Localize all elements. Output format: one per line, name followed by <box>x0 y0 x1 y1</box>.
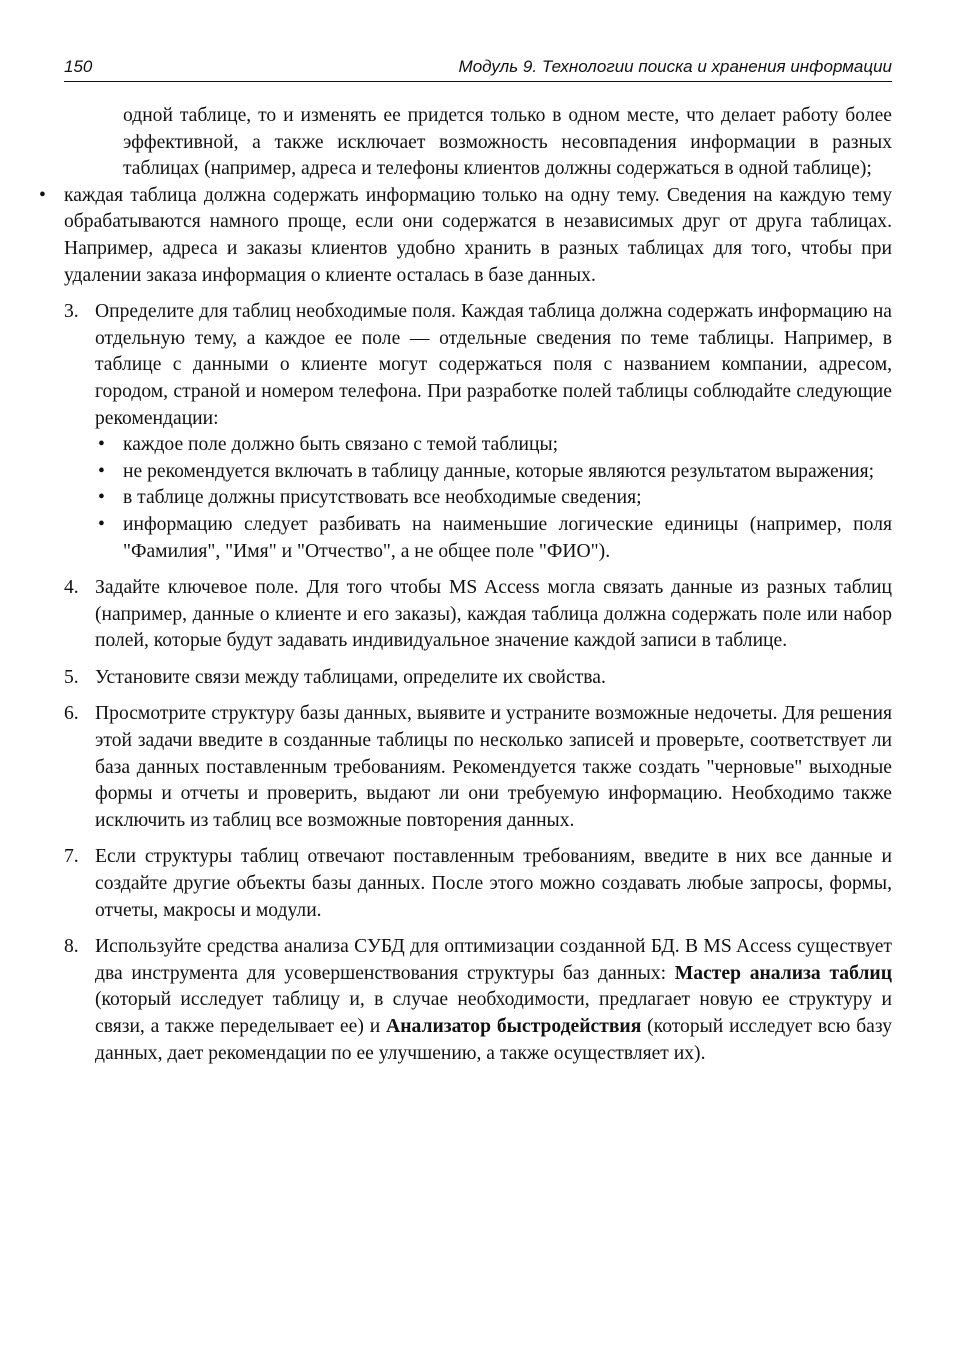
list-item <box>98 512 892 565</box>
numbered-item-3 <box>64 299 892 565</box>
item-number: 5. <box>64 666 79 688</box>
bold-term-table-analyzer: Мастер анализа таблиц <box>674 962 892 984</box>
page-number: 150 <box>64 57 93 76</box>
item-text: Определите для таблиц необходимые поля. Каждая таблица должна содержать информацию на отдельную тему, а каждое ее поле — отдельные сведения по теме таблицы. Например, в таблице с данными о клиенте могут содержаться поля с названием компании, адресом, городом, страной и номером телефона. При разработке полей таблицы соблюдайте следующие рекомендации: <box>95 301 892 429</box>
item-number: 4. <box>64 577 79 599</box>
page-body <box>39 103 892 1067</box>
item-text: Задайте ключевое поле. Для того чтобы MS Access могла связать данные из разных таблиц (например, данные о клиенте и его заказы), каждая таблица должна содержать поле или набор полей, которые будут задавать индивидуальное значение каждой записи в таблице. <box>95 577 892 652</box>
running-title: Модуль 9. Технологии поиска и хранения информации <box>458 57 892 76</box>
bullet-icon: • <box>98 487 105 509</box>
bullet-continuation: одной таблице, то и изменять ее придется только в одном месте, что делает работу более эффективной, а также исключает возможность несовпадения информации в разных таблицах (например, адреса и телефоны клиентов должны содержаться в одной таблице); <box>123 105 892 180</box>
item-number: 7. <box>64 846 79 868</box>
page-header <box>64 56 892 82</box>
numbered-item-8 <box>64 934 892 1067</box>
numbered-item-5 <box>64 665 892 692</box>
numbered-item-7 <box>64 844 892 924</box>
item-text-part: (который исследует всю базу данных, дает рекомендации по ее улучшению, а также осуществляет их). <box>95 1016 892 1064</box>
item-text: Просмотрите структуру базы данных, выявите и устраните возможные недочеты. Для решения этой задачи введите в созданные таблицы по несколько записей и проверьте, соответствует ли база данных поставленным требованиям. Рекомендуется также создать "черновые" выходные формы и отчеты и проверить, выдают ли они требуемую информацию. Необходимо также исключить из таблиц все возможные повторения данных. <box>95 703 892 831</box>
bullet-text: каждое поле должно быть связано с темой таблицы; <box>123 434 559 456</box>
item-text: Если структуры таблиц отвечают поставленным требованиям, введите в них все данные и создайте другие объекты базы данных. После этого можно создавать любые запросы, формы, отчеты, макросы и модули. <box>95 846 892 921</box>
bold-term-performance-analyzer: Анализатор быстродействия <box>386 1016 642 1037</box>
item-number: 3. <box>64 301 79 323</box>
item-number: 6. <box>64 703 79 725</box>
header-rule <box>64 81 892 82</box>
item-number: 8. <box>64 936 79 958</box>
list-item <box>98 432 892 459</box>
bullet-icon: • <box>98 434 105 456</box>
bullet-text: в таблице должны присутствовать все необходимые сведения; <box>123 487 642 509</box>
bullet-text: каждая таблица должна содержать информацию только на одну тему. Сведения на каждую тему обрабатываются намного проще, если они содержатся в независимых друг от друга таблицах. Например, адреса и заказы клиентов удобно хранить в разных таблицах для того, чтобы при удалении заказа информация о клиенте осталась в базе данных. <box>64 184 892 286</box>
list-item <box>98 459 892 486</box>
list-item <box>39 183 892 289</box>
item-text: Установите связи между таблицами, определите их свойства. <box>95 666 606 688</box>
list-item <box>98 485 892 512</box>
bullet-icon: • <box>39 184 46 206</box>
numbered-item-4 <box>64 575 892 655</box>
item-text-part: (который исследует таблицу и, в случае необходимости, предлагает новую ее структуру и связи, а также переделывает ее) и <box>95 989 892 1037</box>
bullet-icon: • <box>98 460 105 482</box>
bullet-icon: • <box>98 513 105 535</box>
item-text <box>95 934 892 1067</box>
numbered-item-6 <box>64 701 892 834</box>
bullet-text: не рекомендуется включать в таблицу данные, которые являются результатом выражения; <box>123 460 875 482</box>
item-text-part: Используйте средства анализа СУБД для оптимизации созданной БД. В MS Access существует два инструмента для усовершенствования структуры баз данных: <box>95 936 892 984</box>
bullet-text: информацию следует разбивать на наименьшие логические единицы (например, поля "Фамилия", "Имя" и "Отчество", а не общее поле "ФИО"). <box>123 513 892 562</box>
